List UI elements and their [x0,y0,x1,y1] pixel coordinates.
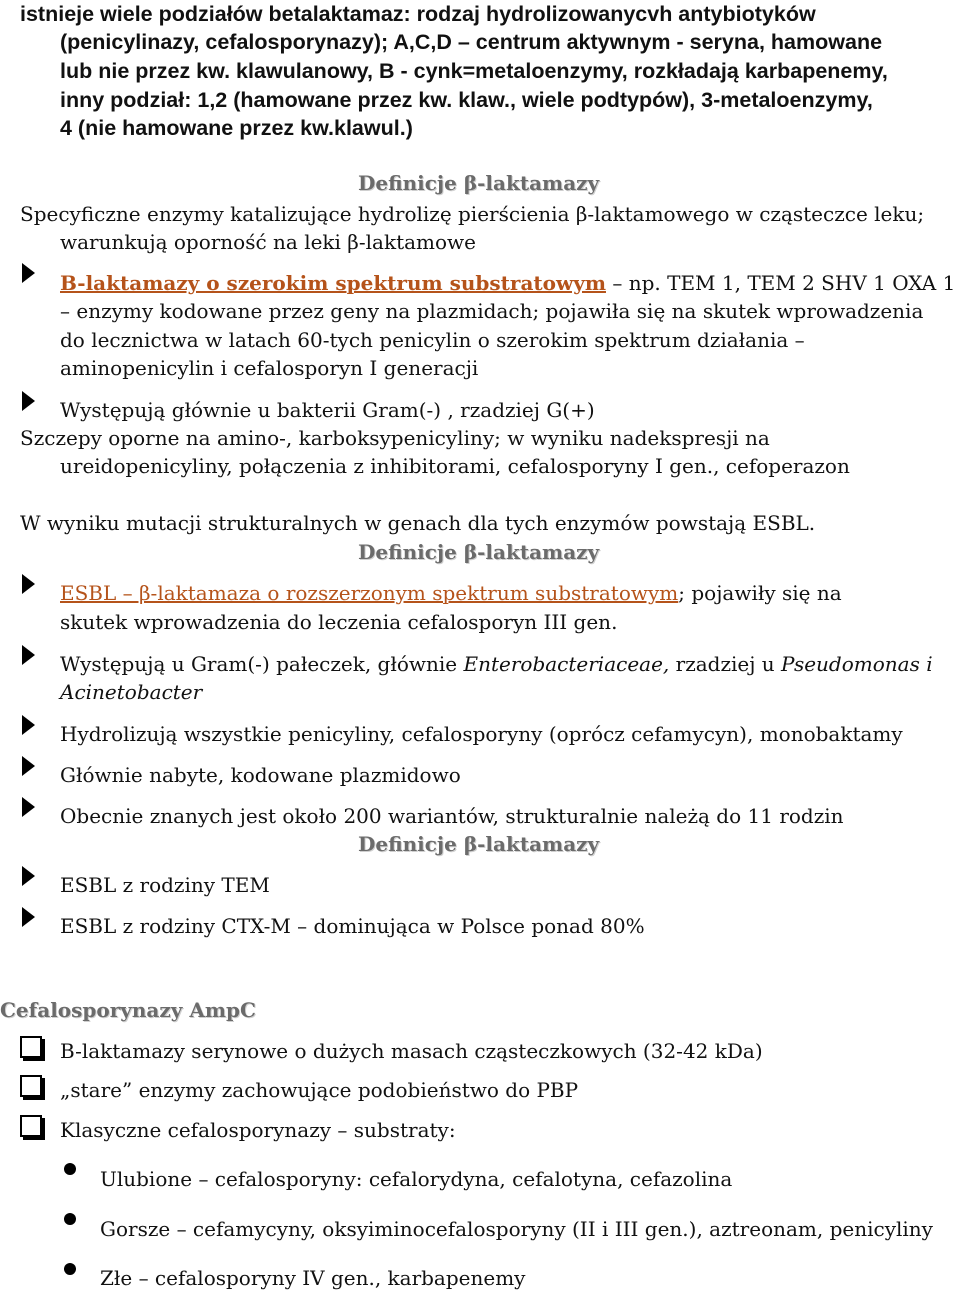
dot-bullet-icon [64,1263,76,1275]
section-heading-ampc: Cefalosporynazy AmpC [0,998,256,1022]
triangle-bullet-icon [22,866,35,886]
genus-acinetobacter: Acinetobacter [60,680,203,704]
triangle-bullet-icon [22,391,35,411]
section-heading-1: Definicje β-laktamazy [358,171,600,195]
bullet-esbl-definition [60,579,842,607]
intro-line-4: inny podział: 1,2 (hamowane przez kw. klaw., wiele podtypów), 3-metaloenzymy, [60,88,873,112]
checkbox-icon [20,1115,42,1137]
ampc-item-1: B-laktamazy serynowe o dużych masach cząsteczkowych (32-42 kDa) [60,1039,763,1063]
triangle-bullet-icon [22,645,35,665]
genus-pseudomonas: Pseudomonas i [781,652,933,676]
genus-enterobacteriaceae: Enterobacteriaceae, [463,652,670,676]
intro-line-1: istnieje wiele podziałów betalaktamaz: rodzaj hydrolizowanycvh antybiotyków [20,2,816,26]
triangle-bullet-icon [22,715,35,735]
checkbox-icon [20,1075,42,1097]
bullet-occurrence [60,650,933,678]
triangle-bullet-icon [22,574,35,594]
triangle-bullet-icon [22,797,35,817]
broad-spectrum-examples: – np. TEM 1, TEM 2 SHV 1 OXA 1 [605,271,956,295]
strains-line-1: Szczepy oporne na amino-, karboksypenicyliny; w wyniku nadekspresji na [20,426,770,450]
mutation-note: W wyniku mutacji strukturalnych w genach dla tych enzymów powstają ESBL. [20,511,816,535]
definition-line-2: warunkują oporność na leki β-laktamowe [60,230,476,254]
esbl-rest: ; pojawiły się na [678,581,842,605]
definition-line-1: Specyficzne enzymy katalizujące hydrolizę pierścienia β-laktamowego w cząsteczce leku; [20,202,925,226]
esbl-line-2: skutek wprowadzenia do leczenia cefalosporyn III gen. [60,610,618,634]
bullet-esbl-tem: ESBL z rodziny TEM [60,873,270,897]
bullet-acquired: Głównie nabyte, kodowane plazmidowo [60,763,461,787]
triangle-bullet-icon [22,756,35,776]
broad-spectrum-line-2: – enzymy kodowane przez geny na plazmidach; pojawiła się na skutek wprowadzenia [60,299,924,323]
section-heading-3: Definicje β-laktamazy [358,832,600,856]
dot-bullet-icon [64,1213,76,1225]
broad-spectrum-line-4: aminopenicylin i cefalosporyn I generacji [60,356,479,380]
broad-spectrum-link[interactable]: B-laktamazy o szerokim spektrum substratowym [60,271,606,295]
checkbox-icon [20,1036,42,1058]
strains-line-2: ureidopenicyliny, połączenia z inhibitorami, cefalosporyny I gen., cefoperazon [60,454,850,478]
triangle-bullet-icon [22,907,35,927]
ampc-item-3: Klasyczne cefalosporynazy – substraty: [60,1118,456,1142]
occurrence-text: Występują u Gram(-) pałeczek, głównie [60,652,464,676]
broad-spectrum-line-3: do lecznictwa w latach 60-tych penicylin o szerokim spektrum działania – [60,328,805,352]
bullet-variants: Obecnie znanych jest około 200 wariantów, strukturalnie należą do 11 rodzin [60,804,844,828]
substrate-preferred: Ulubione – cefalosporyny: cefalorydyna, cefalotyna, cefazolina [100,1167,733,1191]
occurrence-line-2 [60,678,202,706]
triangle-bullet-icon [22,263,35,283]
intro-line-2: (penicylinazy, cefalosporynazy); A,C,D – centrum aktywnym - seryna, hamowane [60,30,883,54]
bullet-hydrolysis: Hydrolizują wszystkie penicyliny, cefalosporyny (oprócz cefamycyn), monobaktamy [60,722,903,746]
section-heading-2: Definicje β-laktamazy [358,540,600,564]
bullet-gram-negative: Występują głównie u bakterii Gram(-) , rzadziej G(+) [60,398,595,422]
substrate-bad: Złe – cefalosporyny IV gen., karbapenemy [100,1266,526,1290]
bullet-esbl-ctxm: ESBL z rodziny CTX-M – dominująca w Polsce ponad 80% [60,914,645,938]
occurrence-mid: rzadziej u [669,652,782,676]
intro-line-3: lub nie przez kw. klawulanowy, B - cynk=metaloenzymy, rozkładają karbapenemy, [60,59,888,83]
esbl-link[interactable]: ESBL – β-laktamaza o rozszerzonym spektrum substratowym [60,581,679,605]
dot-bullet-icon [64,1163,76,1175]
bullet-broad-spectrum [60,269,955,297]
intro-line-5: 4 (nie hamowane przez kw.klawul.) [60,116,413,140]
ampc-item-2: „stare” enzymy zachowujące podobieństwo do PBP [60,1078,579,1102]
substrate-worse: Gorsze – cefamycyny, oksyiminocefalosporyny (II i III gen.), aztreonam, penicyliny [100,1217,933,1241]
